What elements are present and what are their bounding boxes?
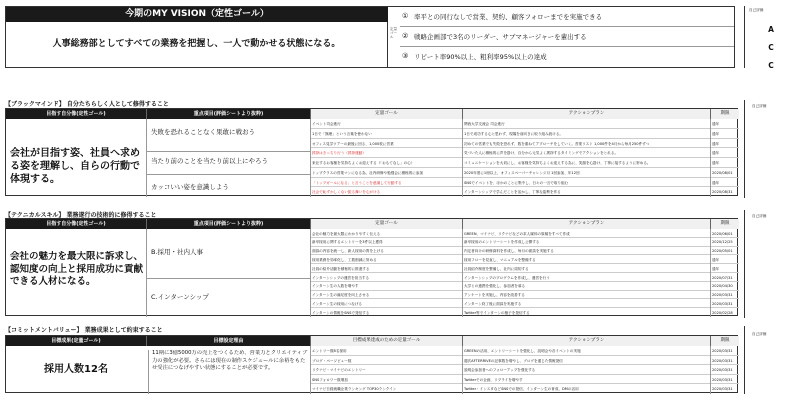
quantitative-goal: SNSフォロワー数増加: [312, 377, 348, 382]
deadline: 通年: [712, 122, 720, 126]
column-divider: [710, 229, 711, 317]
table-row: [310, 148, 739, 158]
rows-container: [310, 119, 739, 197]
vision-goal-row: [400, 27, 734, 47]
column-divider: [710, 119, 711, 197]
col-header: 目標成果(定量ゴール): [6, 336, 146, 346]
action-plan: GREENの活用、エントリーシートを強化し、説明会や各イベントの実施: [464, 349, 581, 353]
deadline: 通年: [712, 257, 720, 262]
col-header: アクションプラン: [462, 109, 710, 119]
action-plan: GREEN、マイナビ、リクナビなどの求人媒体の原稿をすべて作成: [464, 231, 570, 236]
section-eval-label: 自己評価: [752, 332, 767, 336]
col-header: 目指す自分像(定性ゴール): [6, 219, 146, 229]
action-plan: 気づいた人に積極的に声を掛け、自分から元気よく挨拶するタイミングでアクションをとれる。: [464, 151, 619, 156]
vision-eval-column: [744, 6, 796, 68]
col-header: 目標成果達成のための定量ゴール: [310, 336, 462, 346]
section-eval-label: 自己評価: [752, 214, 767, 218]
quantitative-goal: エントリー数8名採用: [312, 349, 347, 353]
col-header: 定量ゴール: [310, 109, 462, 119]
section-heading: 【コミットメントバリュー】 業務成果として約束すること: [5, 327, 163, 334]
table-row: [310, 291, 739, 300]
quantitative-goal: インターンの情報をSNSで発信する: [312, 310, 370, 315]
deadline: 通年: [712, 180, 720, 185]
blackmind-table: [5, 108, 738, 196]
quantitative-goal: インターンシップの運営を担当する: [312, 275, 370, 280]
col-header: 期限: [710, 336, 739, 346]
quantitative-goal: インターン生の人数を増やす: [312, 284, 359, 289]
table-row: [310, 178, 739, 188]
quantitative-goal: マイナビ日経就職企業ランキング TOP30ランクイン: [312, 387, 397, 392]
commitment-table: [5, 335, 738, 393]
table-row: [310, 375, 739, 385]
goal-grade: A: [768, 25, 774, 34]
column-divider: [462, 229, 463, 317]
focus-item: B.採用・社内人事: [146, 229, 310, 279]
deadline: 通年: [712, 266, 720, 271]
column-divider: [310, 346, 311, 394]
col-header: 定量ゴール: [310, 219, 462, 229]
table-row: [310, 139, 739, 149]
col-header: 期限: [710, 109, 739, 119]
goal-text: 戦略企画部で3名のリーダー、サブマネージャーを輩出する: [414, 33, 587, 41]
action-plan: 関西大学交流会 司会進行: [464, 122, 505, 126]
deadline: 2020/03/31: [712, 293, 733, 298]
deadline: 通年: [712, 131, 720, 136]
table-row: [310, 356, 739, 366]
table-row: [310, 129, 739, 139]
action-plan: 内定者向けの研修資料を作成し、毎月の面談を実施する: [464, 249, 554, 254]
table-row: [310, 187, 739, 197]
target-reason: 11期に3億5000万の売上をつくるため、営業力とクリエイティブ力の強化が必要。さらには現在の制作スケジュールに余裕をもたせ受注につなげやすい状態にすることが必要です。: [148, 350, 308, 394]
action-plan: 説明会参加者へのフォローアップを強化する: [464, 368, 536, 373]
quantitative-goal: 社員の紹介活動を積極的に推進する: [312, 266, 370, 271]
section-eval-label: 自己評価: [752, 104, 767, 108]
action-plan: コミュニケーションを大切にし、お客様を気持ちよくお迎えする為に、笑顔を心掛け、丁寧に接するように努める。: [464, 161, 651, 165]
section-heading: 【ブラックマインド】 自分たちらしく人として修得すること: [5, 101, 169, 108]
quantitative-goal: 「トップガールになる」と言うことを意識して行動する: [312, 180, 402, 185]
goal-grade: C: [768, 61, 774, 70]
quantitative-goal: インターン生の採用につなげる: [312, 301, 363, 306]
deadline: 2020/03/31: [712, 301, 733, 306]
table-row: [310, 229, 739, 238]
action-plan: SNSでイベントを、ほかのことに集中し、日々の一言で取り組む: [464, 180, 569, 185]
goal-text: 率平との同行なしで営業、契約、顧客フォローまでを実施できる: [414, 13, 603, 21]
goal-grade: C: [768, 43, 774, 52]
vision-goal-row: [400, 7, 734, 27]
quantitative-goal: トップクラスの営業マンになる為、社内研修や勉強会に積極的に参加: [312, 170, 424, 175]
section-eval-column: [744, 210, 745, 318]
quantitative-goal: リクナビ・マイナビのエントリー: [312, 368, 366, 373]
quantitative-goal: 挨拶はきっちり行う（挨拶運動）: [312, 151, 366, 156]
table-row: [310, 384, 739, 394]
table-row: [310, 255, 739, 264]
section-eval-column: [744, 326, 745, 394]
table-row: [310, 346, 739, 356]
deadline: 通年: [712, 161, 720, 165]
column-divider: [310, 229, 311, 317]
table-row: [310, 247, 739, 256]
table-row: [310, 365, 739, 375]
action-plan: インターンシップで学んだことを活かし、丁寧な姿勢を作る: [464, 190, 561, 195]
table-row: [310, 308, 739, 317]
quantitative-goal: 社会で恥ずかしくない振る舞いを心がける: [312, 190, 381, 195]
table-row: [310, 299, 739, 308]
deadline: 2020/08/01: [712, 170, 733, 175]
col-header: 目標設定理由: [146, 336, 310, 346]
deadline: 通年: [712, 141, 720, 146]
action-plan: インターンシップのプログラムを作成し、運営を行う: [464, 275, 550, 280]
goal-number: ①: [402, 12, 409, 20]
action-plan: 大学との連携を強化し、参加者を募る: [464, 284, 526, 289]
vision-goals: [400, 7, 734, 67]
quantitative-goal: 採用業務を効率化し、工数削減に努める: [312, 257, 377, 262]
deadline: 2020/02/28: [712, 310, 733, 315]
quantitative-goal: 面談の内容を統一し、新人採用の質を上げる: [312, 249, 384, 254]
column-divider: [462, 346, 463, 394]
focus-item: カッコいい姿を意識しよう: [146, 175, 310, 197]
vision-goal-row: [400, 47, 734, 67]
action-plan: 採用フローを見直し、マニュアルを整備する: [464, 257, 536, 262]
vision-statement: 人事総務部としてすべての業務を把握し、一人で動かせる状態になる。: [6, 22, 388, 67]
quantitative-goal: イベント司会進行: [312, 122, 341, 126]
section-eval-column: [744, 100, 745, 198]
section-heading: 【テクニカルスキル】 業務遂行の技術的に修得すること: [5, 212, 157, 219]
action-plan: 1日で成功する心と思わず、現場を前向きに取り組み続ける。: [464, 131, 564, 136]
rows-container: [310, 346, 739, 394]
action-plan: インターン終了後に面談を実施する: [464, 301, 522, 306]
rows-container: [310, 229, 739, 317]
qualitative-goal: 会社が目指す姿、社員へ求める姿を理解し、自らの行動で体現する。: [10, 148, 140, 185]
quantitative-goal: 来社するお客様を気持ちよくお迎えする（「おもてなし」の心）: [312, 161, 415, 165]
eval-label: 自己評価: [749, 8, 764, 12]
action-plan: Twitterでの企画、リプライを増やす: [464, 377, 523, 382]
technical-table: [5, 218, 738, 316]
col-header: 重点項目(評価シートより抜粋): [146, 219, 310, 229]
table-row: [310, 158, 739, 168]
vision-block: [5, 6, 735, 68]
action-plan: アンケートを実施し、内容を改善する: [464, 293, 525, 298]
column-divider: [310, 119, 311, 197]
action-plan: Twitter等でインターンの様子を発信する: [464, 310, 530, 315]
col-header: 目指す自分像(定性ゴール): [6, 109, 146, 119]
deadline: 2020/04/30: [712, 284, 733, 289]
quantitative-goal: 新卒採用に関するエントリーを3件以上獲得: [312, 240, 383, 245]
quantitative-goal: ブログ・ページビュー数: [312, 358, 352, 363]
action-plan: 社員紹介制度を整備し、社内に周知する: [464, 266, 529, 271]
quantitative-goal: 1日で「無理」という言葉を使わない: [312, 131, 372, 136]
action-plan: 新卒採用のエントリーシートを作成し公開する: [464, 240, 540, 245]
table-row: [310, 273, 739, 282]
deadline: 2020/03/31: [712, 387, 733, 392]
quantitative-target: 採用人数12名: [44, 364, 108, 375]
action-plan: 週次AFTERRIVEの記事数を増やし、ブログを通じた情報発信: [464, 358, 563, 363]
deadline: 2020/08/31: [712, 190, 733, 195]
quantitative-goal: 会社の魅力を最大限にわかりやすく伝える: [312, 231, 381, 236]
goal-text: リピート率90%以上、粗利率95%以上の達成: [414, 53, 547, 61]
action-plan: 2020年度に1冊以上、オフィスペーパーチャレンジ月 1回参加、年12回: [464, 170, 580, 175]
vision-side-label: 定量ゴール: [390, 27, 397, 39]
deadline: 2020/03/31: [712, 377, 733, 382]
deadline: 通年: [712, 151, 720, 156]
table-row: [310, 168, 739, 178]
deadline: 2020/03/31: [712, 349, 733, 353]
table-row: [310, 264, 739, 273]
deadline: 2020/03/31: [712, 368, 733, 373]
table-row: [310, 238, 739, 247]
action-plan: 初めての営業でも失敗を恐れず、数を重ねてアプローチをしていく。営業リスト 1,000件を4月から毎月250件ずつ: [464, 141, 650, 146]
col-header: アクションプラン: [462, 219, 710, 229]
focus-item: 失敗を恐れることなく果敢に戦おう: [146, 119, 310, 152]
qualitative-goal: 会社の魅力を最大限に訴求し、認知度の向上と採用成功に貢献できる人材になる。: [10, 251, 144, 287]
table-row: [310, 282, 739, 291]
goal-number: ③: [402, 52, 409, 60]
deadline: 2020/12/25: [712, 240, 733, 245]
column-divider: [462, 119, 463, 197]
col-header: 重点項目(評価シートより抜粋): [146, 109, 310, 119]
deadline: 2020/06/01: [712, 231, 733, 236]
focus-item: 当たり前のことを当たり前以上にやろう: [146, 152, 310, 175]
quantitative-goal: インターン生の満足度を向上させる: [312, 293, 370, 298]
column-divider: [710, 346, 711, 394]
focus-item: C.インターンシップ: [146, 279, 310, 317]
table-row: [310, 119, 739, 129]
deadline: 2020/05/01: [712, 249, 733, 254]
col-header: アクションプラン: [462, 336, 710, 346]
col-header: 期限: [710, 219, 739, 229]
deadline: 2020/07/31: [712, 275, 733, 280]
vision-title: 今期のMY VISION（定性ゴール）: [6, 7, 388, 22]
quantitative-goal: オフィス見学ツアーの最後に回る、1,000枚に営業: [312, 141, 394, 146]
goal-number: ②: [402, 32, 409, 40]
action-plan: Twitter・インスタなどSNSでの発信、インターン生の育成、DMの活用: [464, 387, 579, 392]
deadline: 2020/03/31: [712, 358, 733, 363]
